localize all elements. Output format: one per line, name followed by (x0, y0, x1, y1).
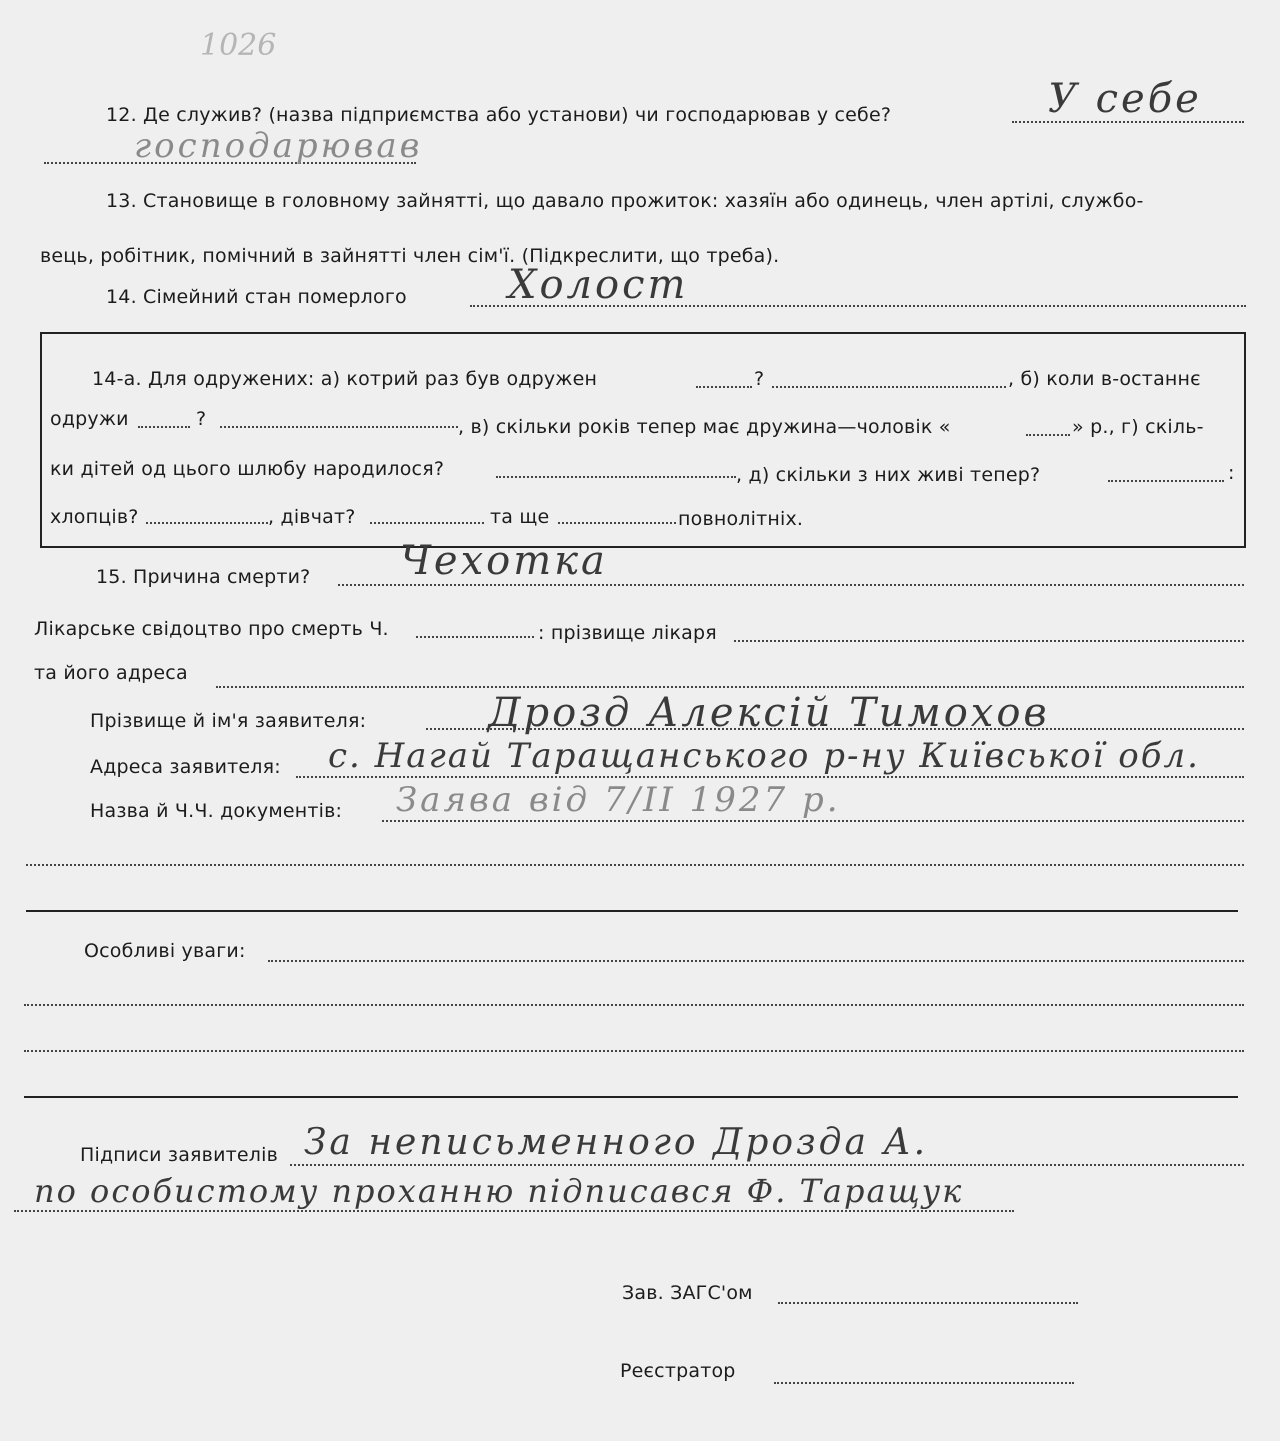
q14a-l4-dots2 (370, 522, 484, 524)
notes-line-1 (268, 960, 1244, 962)
q14a-l3-b: , д) скільки з них живі тепер? (736, 464, 1041, 486)
q14a-l1-b: , б) коли в-останнє (1008, 368, 1201, 390)
q14-answer: Холост (508, 262, 689, 308)
q14a-l1-dots2 (772, 386, 1006, 388)
notes-label: Особливі уваги: (84, 940, 246, 962)
page-mark: 1026 (200, 28, 277, 63)
q14a-l2-b: , в) скільки років тепер має дружина—чоловік « (458, 416, 951, 438)
q14a-l2-a: одружи (50, 408, 129, 430)
q14a-married-box (40, 332, 1246, 548)
applicant-address: с. Нагай Таращанського р-ну Київської обл. (328, 736, 1200, 776)
doctor-label-b: : прізвище лікаря (538, 622, 717, 644)
doctor-address-line (216, 686, 1244, 688)
applicant-docs: Заява від 7/II 1927 р. (396, 780, 841, 820)
q14a-l3-dots2 (1108, 480, 1224, 482)
q14a-l2-dots2 (220, 426, 458, 428)
notes-line-2 (24, 1004, 1244, 1006)
q14-label: 14. Сімейний стан померлого (106, 286, 407, 308)
q15-answer: Чехотка (400, 538, 608, 584)
zags-signature-line (778, 1302, 1078, 1304)
q14a-l4-a: хлопців? (50, 506, 139, 528)
q12-answer2: господарював (134, 126, 423, 166)
q14a-l4-b: , дівчат? (268, 506, 356, 528)
q14a-l1-q: ? (754, 368, 765, 390)
q15-label: 15. Причина смерти? (96, 566, 311, 588)
q13-line1: 13. Становище в головному зайнятті, що давало прожиток: хазяїн або одинець, член артілі, службо- (106, 190, 1144, 212)
applicant-address-label: Адреса заявителя: (90, 756, 281, 778)
section-rule-1 (26, 910, 1238, 912)
q14a-l2-c: » р., г) скіль- (1072, 416, 1204, 438)
q14a-l2-dots1 (138, 426, 190, 428)
doctor-cert-line (416, 636, 534, 638)
q13-line2: вець, робітник, помічний в зайнятті член сім'ї. (Підкреслити, що треба). (40, 245, 780, 267)
signature-line-2 (14, 1210, 1014, 1212)
q14a-l1-dots1 (696, 386, 752, 388)
signature-text-2: по особистому проханню підписався Ф. Таращук (34, 1172, 964, 1210)
signature-text-1: За неписьменного Дрозда А. (304, 1122, 929, 1163)
q15-answer-line (338, 584, 1244, 586)
doctor-address-label: та його адреса (34, 662, 188, 684)
q14a-l4-dots1 (146, 522, 268, 524)
zags-label: Зав. ЗАГС'ом (622, 1282, 753, 1304)
notes-line-3 (24, 1050, 1244, 1052)
applicant-docs-line (382, 820, 1244, 822)
registrar-label: Реєстратор (620, 1360, 736, 1382)
registrar-signature-line (774, 1382, 1074, 1384)
blank-line-1 (26, 864, 1244, 866)
q12-answer: У себе (1048, 76, 1202, 122)
q12-label: 12. Де служив? (назва підприємства або установи) чи господарював у себе? (106, 104, 892, 126)
applicant-address-line (296, 776, 1244, 778)
q14a-l3-dots1 (496, 476, 736, 478)
doctor-name-line (734, 640, 1244, 642)
q14a-l1-a: 14-а. Для одружених: а) котрий раз був одружен (92, 368, 598, 390)
q14a-l4-d: повнолітніх. (678, 508, 804, 530)
applicant-name-label: Прізвище й ім'я заявителя: (90, 710, 367, 732)
applicant-docs-label: Назва й Ч.Ч. документів: (90, 800, 343, 822)
q14a-l2-q: ? (196, 408, 207, 430)
signatures-label: Підписи заявителів (80, 1144, 279, 1166)
q14a-l3-a: ки дітей од цього шлюбу народилося? (50, 458, 445, 480)
q14a-l4-dots3 (558, 522, 676, 524)
q14a-l2-dots3 (1026, 434, 1070, 436)
q14a-l3-c: : (1228, 462, 1235, 484)
q14a-l4-c: та ще (490, 506, 550, 528)
signature-line-1 (290, 1164, 1244, 1166)
section-rule-2 (24, 1096, 1238, 1098)
applicant-name: Дрозд Алексій Тимохов (488, 690, 1050, 736)
doctor-label-a: Лікарське свідоцтво про смерть Ч. (34, 618, 389, 640)
